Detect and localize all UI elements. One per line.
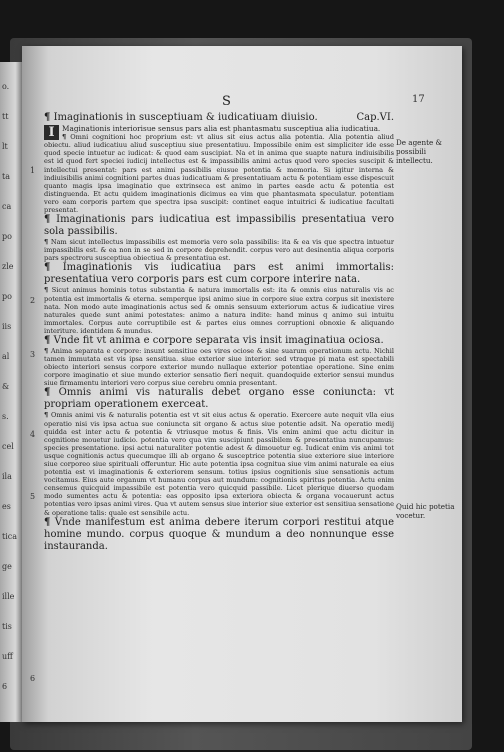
left-page-fragment: tica (2, 532, 18, 541)
left-page-fragment: ta (2, 172, 10, 181)
signature-mark: S (222, 94, 231, 109)
left-page-fragment: iis (2, 322, 12, 331)
section-lead (44, 387, 394, 411)
left-page-fragment: cel (2, 442, 14, 451)
margin-number: 5 (30, 492, 36, 501)
left-page-fragment: & (2, 382, 10, 391)
pilcrow-icon: ¶ (44, 214, 51, 226)
section-body (44, 411, 394, 516)
section-lead (44, 262, 394, 286)
section-5 (44, 387, 394, 516)
left-page-fragment: uff (2, 652, 13, 661)
chapter-heading (44, 112, 394, 124)
pilcrow-icon: ¶ (44, 334, 51, 346)
left-page-fragment: tt (2, 112, 9, 121)
margin-note: Quid hic potetia vocetur. (396, 502, 455, 520)
left-page-fragment: po (2, 292, 12, 301)
pilcrow-icon: ¶ (44, 387, 51, 399)
left-page-fragment: es (2, 502, 11, 511)
body-text: Nam sicut intellectus impassibilis est memoria vero sola passibilis: ita & ea vis que spectra intuetur impassibilis est. & ea non in se sed in corpore deprehendit. corpus vero aut desinentia aliqua corporis pars spectroru susceptiua obiectiua & presentatiua est. (44, 238, 394, 263)
section-4 (44, 335, 394, 387)
section-6 (44, 517, 394, 553)
folio-number: 17 (412, 94, 425, 105)
lead-text: Imaginationis pars iudicatiua est impassibilis presentatiua vero sola passibilis. (44, 214, 395, 238)
chapter-number: Cap.VI. (356, 112, 394, 123)
body-text: Omnis animi vis & naturalis potentia est vt sit eius actus & operatio. Exercere aute nequit vlla eius operatio nisi vis ipsa actua sue coniuncta sit organo & actus siue potentie adsit. Na operatio medij quidda est inter actu & potentia & vtriusque motus & finis. Vis enim animi que actu dicitur in cognitione mouetur iudicio. potentia vero qua vim suscipiunt passibilem & presentatiua nuncupamus: species presentatione. ipsi actui naturaliter potentie adest & dimouetur eg. Iudicat enim vis animi tot usque cognitionis actus quecumque illi ab organo & susceptrice potentia siue exteriore siue interiore siue corporeo siue spirituali offeruntur. Hic aute potentia ipsa cognitua siue vim animi naturale ea eius potentia est vi imaginationis & exteriorem sensum. totius ipsius cognitionis siue sensationis actum vocitamus. Eius aute organum vt humanu corpus aut mundum: cognitionis spiritus potentia. Actu enim censemus quicquid impassibile est potentia vero quicquid passibile. Licet plerique diuerso quodam modo sumentes actu & potentia: eas opposito ipsa exteriora obiecta & organa vocauerunt actus potentias vero ipsas animi vires. Qua vt autem sensus siue interior siue exterior est sensitiua sensatione & operatione talis: quale est sensibile actu. (44, 411, 394, 517)
lead-text: Maginationis interiorisue sensus pars alia est phantasmatu susceptiua alia iudicatiua. (62, 124, 381, 133)
margin-number: 4 (30, 430, 36, 439)
section-lead (44, 124, 394, 140)
margin-number: 3 (30, 350, 36, 359)
lead-text: Imaginationis vis iudicatiua pars est animi immortalis: presentatiua vero corporis pars est cum corpore interire nata. (44, 262, 394, 286)
body-text: Sicut animus hominis totus substantia & natura immortalis est: ita & omnis eius naturalis vis ac potentia est immortalis & eterna. semperque ipsi animo siue in corpore siue extra corpus sit inexistere nata. Non modo aute imaginationis actus sed & omnis sensuum exteriorum actus & iudicatiue vires naturales quede sunt animi potestates: animo a natura indite: hand minus q animo sui intuitu immortales. Corpus aute corruptibile est & partes eius omnes corruptioni obnoxie & aliquando interiture. identidem & mundus. (44, 286, 394, 335)
section-lead (44, 517, 394, 553)
left-page-fragment: ca (2, 202, 12, 211)
margin-number: 1 (30, 166, 36, 175)
body-text: Anima separata e corpore: insunt sensitiue oes vires ociose & sine suarum operationum actu. Nichil tamen immutata est vis ipsa sensitiua. siue exterior siue interior. sed vtraque pi mata est spectabili obiecto interiori sensus corpore exterior mundo nullaque exterior potentiae operatione. Sine enim corpore imaginatio et siue mundo exterior sensatio fieri nequit. quandoquide exterior sensui mundus siue firmamentu interiori vero corpus siue cerebru omnia presentant. (44, 346, 394, 388)
pilcrow-icon: ¶ (44, 411, 49, 420)
left-page-fragment: ge (2, 562, 12, 571)
decorated-initial-icon: I (44, 125, 59, 140)
pilcrow-icon: ¶ (44, 238, 49, 247)
left-page-fragment: lt (2, 142, 8, 151)
left-page-fragment: ila (2, 472, 12, 481)
margin-number: 2 (30, 296, 36, 305)
pilcrow-icon: ¶ (44, 286, 49, 295)
section-3 (44, 262, 394, 335)
left-page-fragment: s. (2, 412, 9, 421)
pilcrow-icon: ¶ (44, 262, 51, 274)
lead-text: Omnis animi vis naturalis debet organo esse coniuncta: vt propriam operationem exerceat. (44, 387, 394, 411)
lead-text: Vnde manifestum est anima debere iterum corpori restitui atque homine mundo. corpus quoque & mundum a deo nonnunque esse instauranda. (44, 516, 394, 552)
left-page-edge (0, 62, 22, 722)
section-body (44, 286, 394, 335)
left-page-fragment: po (2, 232, 12, 241)
left-page-fragment: o. (2, 82, 10, 91)
section-1 (44, 112, 394, 214)
pilcrow-icon: ¶ (44, 346, 49, 355)
section-lead (44, 214, 394, 238)
section-2 (44, 214, 394, 262)
left-page-fragment: 6 (2, 682, 8, 691)
section-body (44, 347, 394, 387)
left-page-fragment: tis (2, 622, 12, 631)
left-page-fragment: ille (2, 592, 15, 601)
pilcrow-icon: ¶ (44, 516, 51, 528)
section-lead (44, 335, 394, 347)
section-body (44, 133, 394, 214)
margin-note: De agente & possibili intellectu. (396, 138, 442, 165)
pilcrow-icon: ¶ (62, 133, 67, 142)
left-page-fragment: al (2, 352, 10, 361)
chapter-title: Imaginationis in susceptiuam & iudicatiuam diuisio. (53, 112, 318, 123)
lead-text: Vnde fit vt anima e corpore separata vis insit imaginatiua ociosa. (53, 334, 384, 346)
book-page (22, 46, 462, 722)
page-body (44, 110, 394, 553)
pilcrow-icon: ¶ (44, 112, 51, 123)
section-body (44, 238, 394, 262)
left-page-fragment: zle (2, 262, 14, 271)
margin-number: 6 (30, 674, 36, 683)
body-text: Omni cognitioni hoc proprium est: vt alius sit eius actus alia potentia. Alia potentia aliud obiectu. aliud iudicatiuu aliud susceptiuu siue presentatiuu. Impossibile enim est simpliciter ide esse quod specie intuetur ac iudicat: & quod eam suscipiat. Na et in anima que suapte natura indiuisibilis est id quod fert speciei iudicij intellectus est & impassibilis animi actus quod vero species suscipit & intellectui presentat: pars est animi passibilis eiusue potentia & memoria. Si igitur interna & indiuisibilis animi cognitioni partes duas iudicatiuam & presentatiuam actu & potentiam esse dispescuit quanto magis ipsa imaginatio que extrinseca est animo in partes easde actu & potentia est distinguenda. Et actu quidem imaginationis dicimus ea vim que phantasmata speculatur. potentiam vero eam corporis partem que spectra ipsa suscipit: continet eaque intuitrici & iudicatiue facultati presentat. (44, 133, 394, 215)
